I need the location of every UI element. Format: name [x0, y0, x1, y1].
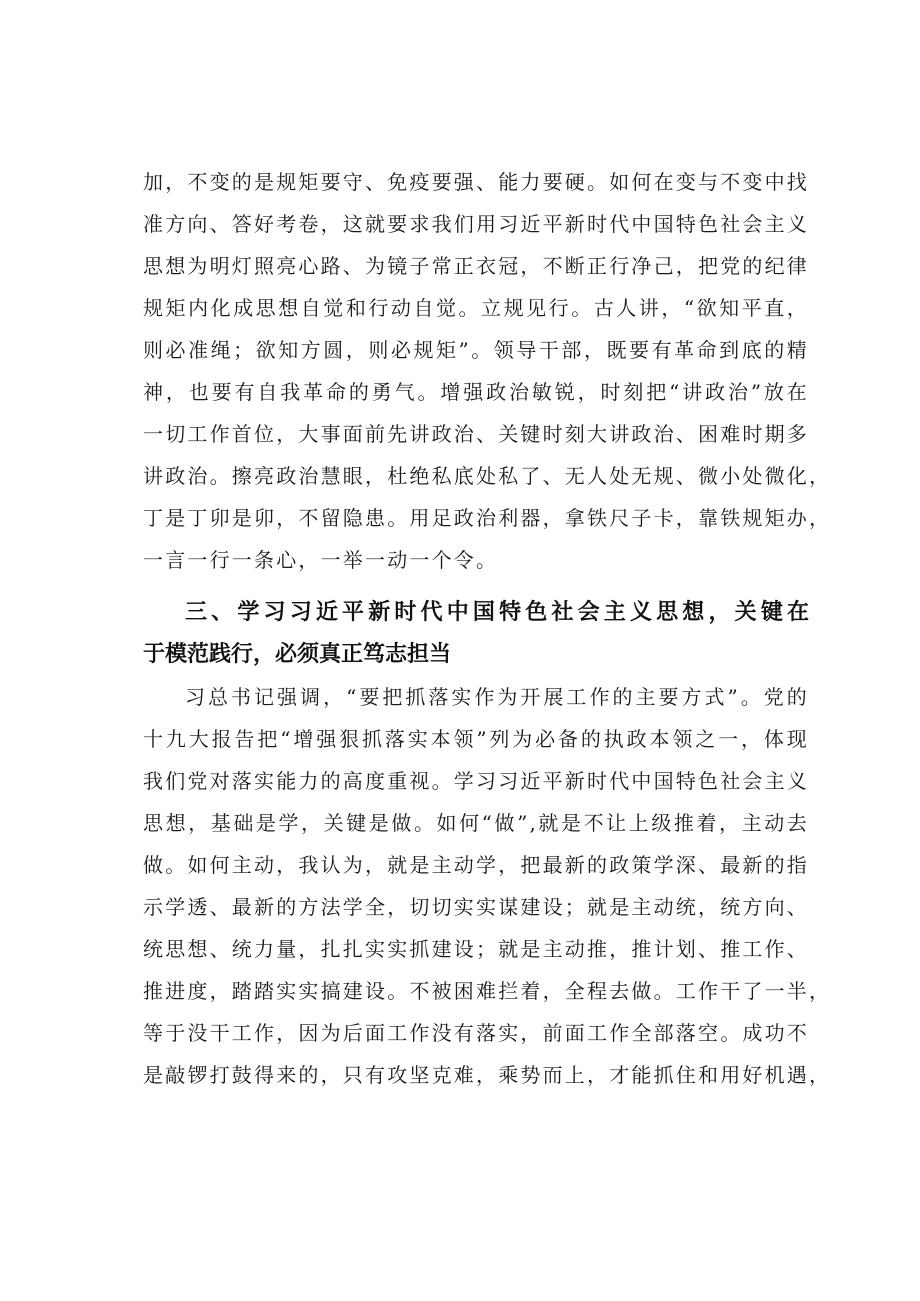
text-line: 十九大报告把“增强狠抓落实本领”列为必备的执政本领之一，体现	[143, 727, 809, 751]
text-line: 讲政治。擦亮政治慧眼，杜绝私底处私了、无人处无规、微小处微化，	[143, 464, 832, 488]
text-line: 推进度，踏踏实实搞建设。不被困难拦着，全程去做。工作干了一半，	[143, 979, 832, 1003]
text-line: 加，不变的是规矩要守、免疫要强、能力要硬。如何在变与不变中找	[143, 170, 809, 194]
text-line: 神，也要有自我革命的勇气。增强政治敏锐，时刻把“讲政治”放在	[143, 380, 809, 404]
text-line: 等于没干工作，因为后面工作没有落实，前面工作全部落空。成功不	[143, 1021, 809, 1045]
text-line: 一切工作首位，大事面前先讲政治、关键时刻大讲政治、困难时期多	[143, 422, 809, 446]
text-line: 则必准绳；欲知方圆，则必规矩”。领导干部，既要有革命到底的精	[143, 338, 809, 362]
text-line: 我们党对落实能力的高度重视。学习习近平新时代中国特色社会主义	[143, 769, 809, 793]
text-line: 是敲锣打鼓得来的，只有攻坚克难，乘势而上，才能抓住和用好机遇，	[143, 1063, 832, 1087]
text-line: 统思想、统力量，扎扎实实抓建设；就是主动推，推计划、推工作、	[143, 937, 809, 961]
text-line: 一言一行一条心，一举一动一个令。	[143, 548, 499, 572]
heading-line: 三、学习习近平新时代中国特色社会主义思想，关键在	[185, 600, 809, 625]
text-line: 规矩内化成思想自觉和行动自觉。立规见行。古人讲，“欲知平直，	[143, 296, 809, 320]
heading-line: 于模范践行，必须真正笃志担当	[143, 642, 452, 667]
text-line: 思想，基础是学，关键是做。如何“做”,就是不让上级推着，主动去	[143, 811, 809, 835]
text-line: 示学透、最新的方法学全，切切实实谋建设；就是主动统，统方向、	[143, 895, 809, 919]
text-line: 准方向、答好考卷，这就要求我们用习近平新时代中国特色社会主义	[143, 212, 809, 236]
text-line: 丁是丁卯是卯，不留隐患。用足政治利器，拿铁尺子卡，靠铁规矩办，	[143, 506, 832, 530]
text-line: 思想为明灯照亮心路、为镜子常正衣冠，不断正行净己，把党的纪律	[143, 254, 809, 278]
text-line: 习总书记强调，“要把抓落实作为开展工作的主要方式”。党的	[185, 685, 809, 709]
text-line: 做。如何主动，我认为，就是主动学，把最新的政策学深、最新的指	[143, 853, 809, 877]
